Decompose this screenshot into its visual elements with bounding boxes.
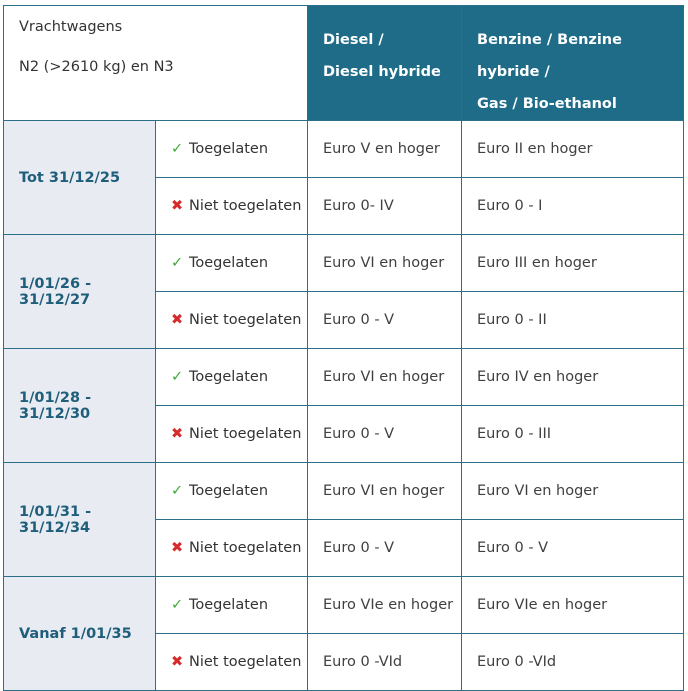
cross-mark-icon: ✖ xyxy=(171,312,184,328)
check-mark-icon: ✓ xyxy=(171,141,184,157)
table-row xyxy=(4,121,684,178)
diesel-norm-cell: Euro 0 -VId xyxy=(308,634,462,691)
status-label: Niet toegelaten xyxy=(189,540,302,556)
period-label: 1/01/31 - 31/12/34 xyxy=(4,463,156,577)
status-label: Toegelaten xyxy=(189,141,269,157)
status-label: Niet toegelaten xyxy=(189,654,302,670)
cross-mark-icon: ✖ xyxy=(171,654,184,670)
check-mark-icon: ✓ xyxy=(171,369,184,385)
status-not-allowed xyxy=(156,178,308,235)
status-allowed xyxy=(156,121,308,178)
status-label: Toegelaten xyxy=(189,597,269,613)
petrol-norm-cell: Euro 0 - II xyxy=(462,292,684,349)
table-row xyxy=(4,463,684,520)
petrol-norm-cell: Euro 0 - V xyxy=(462,520,684,577)
diesel-norm-cell: Euro V en hoger xyxy=(308,121,462,178)
diesel-norm-cell: Euro VI en hoger xyxy=(308,463,462,520)
period-label: 1/01/26 - 31/12/27 xyxy=(4,235,156,349)
cross-mark-icon: ✖ xyxy=(171,540,184,556)
petrol-column-header xyxy=(462,6,684,121)
period-label: Vanaf 1/01/35 xyxy=(4,577,156,691)
diesel-norm-cell: Euro 0 - V xyxy=(308,520,462,577)
status-allowed xyxy=(156,577,308,634)
status-allowed xyxy=(156,349,308,406)
status-label: Toegelaten xyxy=(189,483,269,499)
check-mark-icon: ✓ xyxy=(171,255,184,271)
period-label: Tot 31/12/25 xyxy=(4,121,156,235)
diesel-norm-cell: Euro 0- IV xyxy=(308,178,462,235)
petrol-norm-cell: Euro III en hoger xyxy=(462,235,684,292)
diesel-norm-cell: Euro VI en hoger xyxy=(308,349,462,406)
vehicle-type-label: Vrachtwagens xyxy=(19,19,123,35)
status-label: Niet toegelaten xyxy=(189,198,302,214)
status-allowed xyxy=(156,463,308,520)
petrol-norm-cell: Euro II en hoger xyxy=(462,121,684,178)
status-not-allowed xyxy=(156,292,308,349)
table-row xyxy=(4,349,684,406)
period-label: 1/01/28 - 31/12/30 xyxy=(4,349,156,463)
vehicle-category-cell xyxy=(4,6,308,121)
diesel-norm-cell: Euro VIe en hoger xyxy=(308,577,462,634)
petrol-norm-cell: Euro VI en hoger xyxy=(462,463,684,520)
check-mark-icon: ✓ xyxy=(171,597,184,613)
status-label: Toegelaten xyxy=(189,369,269,385)
petrol-norm-cell: Euro IV en hoger xyxy=(462,349,684,406)
status-label: Niet toegelaten xyxy=(189,426,302,442)
status-allowed xyxy=(156,235,308,292)
diesel-column-header xyxy=(308,6,462,121)
status-not-allowed xyxy=(156,634,308,691)
header-row xyxy=(4,6,684,121)
diesel-norm-cell: Euro 0 - V xyxy=(308,406,462,463)
petrol-norm-cell: Euro 0 - I xyxy=(462,178,684,235)
diesel-norm-cell: Euro 0 - V xyxy=(308,292,462,349)
status-not-allowed xyxy=(156,520,308,577)
diesel-norm-cell: Euro VI en hoger xyxy=(308,235,462,292)
table-row xyxy=(4,235,684,292)
petrol-header-line1: Benzine / Benzine hybride / xyxy=(477,32,622,80)
cross-mark-icon: ✖ xyxy=(171,198,184,214)
check-mark-icon: ✓ xyxy=(171,483,184,499)
emission-zone-table xyxy=(3,5,684,691)
diesel-header-line1: Diesel / xyxy=(323,32,384,48)
petrol-header-line2: Gas / Bio-ethanol xyxy=(477,96,617,112)
petrol-norm-cell: Euro 0 -VId xyxy=(462,634,684,691)
petrol-norm-cell: Euro VIe en hoger xyxy=(462,577,684,634)
status-label: Toegelaten xyxy=(189,255,269,271)
vehicle-class-label: N2 (>2610 kg) en N3 xyxy=(19,59,174,75)
status-label: Niet toegelaten xyxy=(189,312,302,328)
cross-mark-icon: ✖ xyxy=(171,426,184,442)
status-not-allowed xyxy=(156,406,308,463)
petrol-norm-cell: Euro 0 - III xyxy=(462,406,684,463)
table-row xyxy=(4,577,684,634)
diesel-header-line2: Diesel hybride xyxy=(323,64,441,80)
